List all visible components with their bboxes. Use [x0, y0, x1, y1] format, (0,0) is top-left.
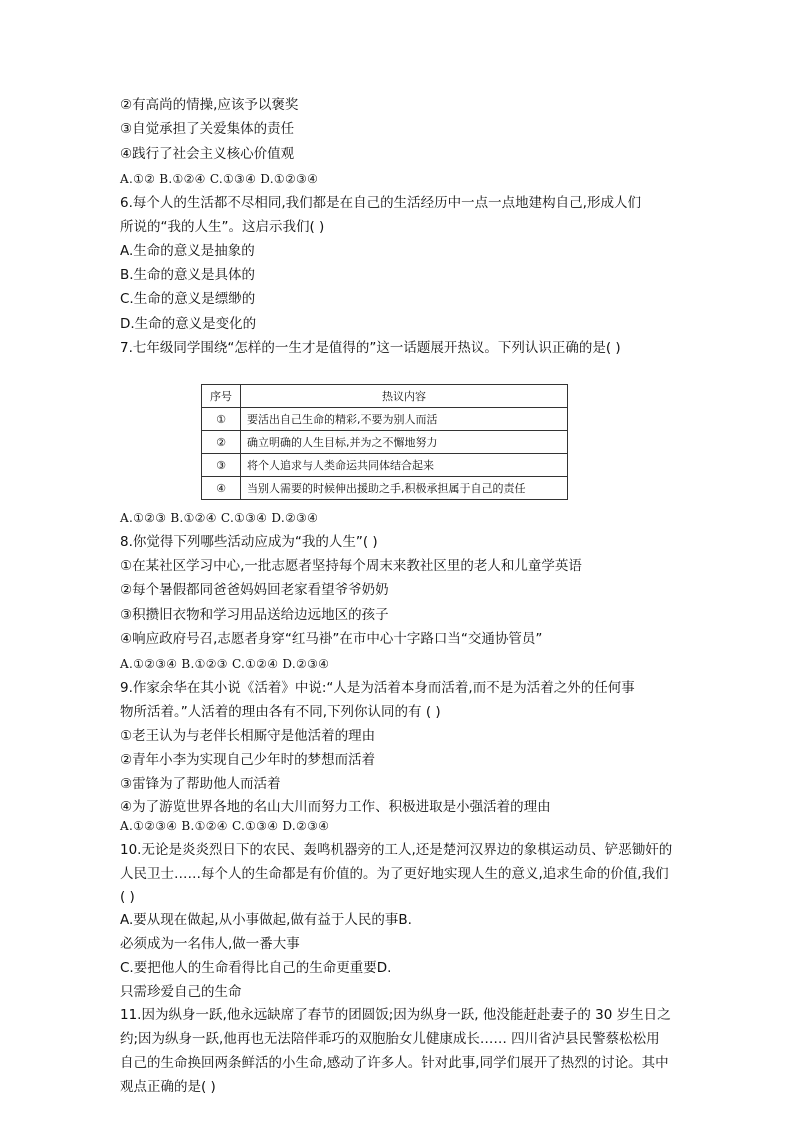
question-text: 9.作家余华在其小说《活着》中说:“人是为活着本身而活着,而不是为活着之外的任何事 [120, 680, 635, 696]
option-line: C.生命的意义是缥缈的 [120, 291, 256, 307]
option-line: ④响应政府号召,志愿者身穿“红马褂”在市中心十字路口当“交通协管员” [120, 631, 543, 647]
option-line: ②每个暑假都同爸爸妈妈回老家看望爷爷奶奶 [120, 582, 389, 598]
option-line: ③自觉承担了关爱集体的责任 [120, 121, 295, 137]
option-line: ②青年小李为实现自己少年时的梦想而活着 [120, 752, 376, 768]
question-text: 所说的“我的人生”。这启示我们( ) [120, 219, 325, 235]
question-text: 约;因为纵身一跃,他再也无法陪伴乖巧的双胞胎女儿健康成长…… 四川省泸县民警蔡松松用 [120, 1031, 660, 1047]
question-text: 人民卫士……每个人的生命都是有价值的。为了更好地实现人生的意义,追求生命的价值,我们 [120, 866, 669, 882]
table-cell: 将个人追求与人类命运共同体结合起来 [241, 454, 568, 477]
table-row [202, 408, 568, 431]
answer-choices: A.①②③④ B.①②③ C.①②④ D.②③④ [120, 657, 330, 671]
table-row [202, 454, 568, 477]
table-cell: ② [202, 431, 241, 454]
option-line: B.生命的意义是具体的 [120, 267, 256, 283]
option-line: C.要把他人的生命看得比自己的生命更重要D. [120, 960, 392, 976]
table-header: 热议内容 [241, 385, 568, 408]
option-line: D.生命的意义是变化的 [120, 316, 257, 332]
table-cell: ① [202, 408, 241, 431]
question-text: 自己的生命换回两条鲜活的小生命,感动了许多人。针对此事,同学们展开了热烈的讨论。其中 [120, 1055, 669, 1071]
answer-choices: A.①②③④ B.①②④ C.①③④ D.②③④ [120, 819, 330, 833]
table-cell: 确立明确的人生目标,并为之不懈地努力 [241, 431, 568, 454]
option-line: ①老王认为与老伴长相厮守是他活着的理由 [120, 728, 376, 744]
discussion-table [201, 384, 568, 500]
question-text: 10.无论是炎炎烈日下的农民、轰鸣机器旁的工人,还是楚河汉界边的象棋运动员、铲恶锄奸的 [120, 842, 673, 858]
table-row [202, 431, 568, 454]
option-line: ②有高尚的情操,应该予以褒奖 [120, 97, 299, 113]
question-text: 8.你觉得下列哪些活动应成为“我的人生”( ) [120, 534, 378, 550]
answer-choices: A.①② B.①②④ C.①③④ D.①②③④ [120, 172, 319, 186]
table-cell: 要活出自己生命的精彩,不要为别人而活 [241, 408, 568, 431]
question-text: 物所活着。”人活着的理由各有不同,下列你认同的有 ( ) [120, 704, 441, 720]
question-text: 6.每个人的生活都不尽相同,我们都是在自己的生活经历中一点一点地建构自己,形成人们 [120, 195, 641, 211]
question-text: ( ) [120, 889, 135, 905]
table-cell: ③ [202, 454, 241, 477]
question-text: 观点正确的是( ) [120, 1079, 216, 1095]
option-line: ④为了游览世界各地的名山大川而努力工作、积极进取是小强活着的理由 [120, 799, 551, 815]
table-cell: 当别人需要的时候伸出援助之手,积极承担属于自己的责任 [241, 477, 568, 500]
option-line: 必须成为一名伟人,做一番大事 [120, 936, 300, 952]
question-text: 11.因为纵身一跃,他永远缺席了春节的团圆饭;因为纵身一跃, 他没能赶赴妻子的 30 岁生日之 [120, 1007, 671, 1023]
option-line: A.要从现在做起,从小事做起,做有益于人民的事B. [120, 912, 412, 928]
option-line: A.生命的意义是抽象的 [120, 243, 255, 259]
table-row [202, 477, 568, 500]
option-line: ①在某社区学习中心,一批志愿者坚持每个周末来教社区里的老人和儿童学英语 [120, 558, 582, 574]
option-line: ④践行了社会主义核心价值观 [120, 146, 295, 162]
table-cell: ④ [202, 477, 241, 500]
question-text: 7.七年级同学围绕“怎样的一生才是值得的”这一话题展开热议。下列认识正确的是( ) [120, 340, 621, 356]
answer-choices: A.①②③ B.①②④ C.①③④ D.②③④ [120, 511, 319, 525]
option-line: 只需珍爱自己的生命 [120, 984, 242, 1000]
table-header: 序号 [202, 385, 241, 408]
option-line: ③雷锋为了帮助他人而活着 [120, 776, 281, 792]
table-header-row [202, 385, 568, 408]
option-line: ③积攒旧衣物和学习用品送给边远地区的孩子 [120, 607, 389, 623]
